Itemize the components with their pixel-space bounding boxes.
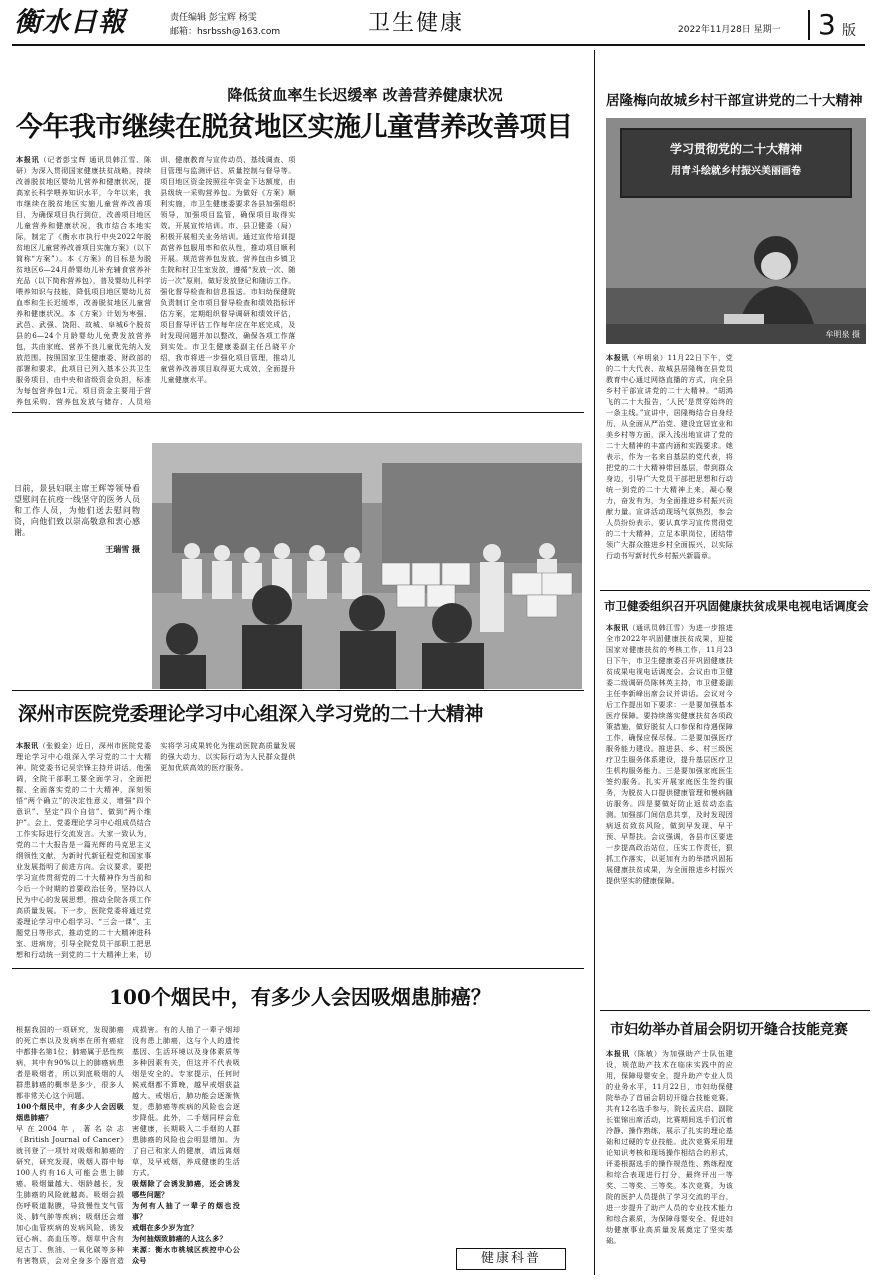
smoking-headline: 100个烟民中，有多少人会因吸烟患肺癌？	[109, 985, 491, 1009]
editor-email: 邮箱：hsrbssh@163.com	[170, 27, 281, 37]
lead-headline: 今年我市继续在脱贫地区实施儿童营养改善项目	[16, 112, 573, 143]
shenzhou-byline: 本报讯	[16, 741, 39, 750]
smoking-body	[16, 1024, 588, 1272]
right-bottom-rule	[600, 1010, 870, 1011]
shenzhou-headline: 深州市医院党委理论学习中心组深入学习党的二十大精神	[18, 703, 484, 725]
smoking-source: 来源：衡水市桃城区疾控中心公众号	[132, 1245, 240, 1265]
right-mid-rule	[600, 590, 870, 591]
page-number: 3	[818, 8, 836, 41]
smoking-text: 早在2004年，著名杂志《British Journal of Cancer》就刊登了一项针对吸烟和肺癌的研究，研究发现，吸烟人群中每100人约有16人可能会患上肺癌。吸烟量越大、烟龄越长，发生肺癌的风险就越高。吸烟会损伤呼吸道黏膜，导致慢性支气管炎、肺气肿等疾病；吸烟还会增加心血管疾病的发病风险，诱发冠心病、高血压等。烟草中含有尼古丁、焦油、一氧化碳等多种有害物质，会对全身多个器官造成损害。有的人抽了一辈子烟却没有患上肺癌，这与个人的遗传基因、生活环境以及身体素质等多种因素有关，但这并不代表吸烟是安全的。专家提示，任何时候戒烟都不算晚，越早戒烟获益越大。戒烟后，肺功能会逐渐恢复，患肺癌等疾病的风险也会逐步降低。此外，二手烟同样会危害健康，长期吸入二手烟的人群患肺癌的风险也会明显增加。为了自己和家人的健康，请远离烟草，及早戒烟，养成健康的生活方式。	[16, 1025, 240, 1265]
smoking-sub5: 为何抽烟致肺癌的人这么多？	[132, 1234, 227, 1243]
right-top-headline: 居隆梅向故城乡村干部宣讲党的二十大精神	[606, 93, 863, 109]
right-mid-headline: 市卫健委组织召开巩固健康扶贫成果电视电话调度会	[604, 599, 869, 613]
right-bottom-body	[606, 1048, 868, 1274]
right-mid-text: （通讯员韩江雪）为进一步推进全市2022年巩固健康扶贫成果，迎接国家对健康扶贫的考核工作，11月23日下午，市卫生健康委召开巩固健康扶贫成果电视电话调度会。会议由市卫健委二级调研员陈林英主持，市卫健委副主任李新峰出席会议并讲话。会议对今后工作提出如下要求：一是要加强基本医疗保障。要持续落实健康扶贫各项政策措施，做好脱贫人口参保和待遇保障工作，确保应保尽保。二是要加强医疗服务能力建设。推进县、乡、村三级医疗卫生服务体系建设，提升基层医疗卫生机构服务能力。三是要加强家庭医生签约服务。扎实开展家庭医生签约服务，为脱贫人口提供健康管理和慢病随访服务。四是要做好防止返贫动态监测。加强部门间信息共享，及时发现因病返贫致贫风险，做到早发现、早干预、早帮扶。会议强调，各县市区要进一步提高政治站位，压实工作责任，狠抓工作落实，以更加有力的举措巩固拓展健康扶贫成果，为全面推进乡村振兴提供坚实的健康保障。	[606, 623, 733, 885]
masthead-rule	[12, 44, 865, 46]
photo-illustration	[152, 443, 582, 689]
shenzhou-text: （张毅金）近日，深州市医院党委理论学习中心组深入学习党的二十大精神。院党委书记吴宗锋主持并讲话，他强调，全院干部职工要全面学习、全面把握、全面落实党的二十大精神，深刻领悟“两个确立”的决定性意义，增强“四个意识”、坚定“四个自信”、做到“两个维护”。会上，党委理论学习中心组成员结合工作实际进行交流发言。大家一致认为，党的二十大报告是一篇光辉的马克思主义纲领性文献，为新时代新征程党和国家事业发展指明了前进方向。会议要求，要把学习宣传贯彻党的二十大精神作为当前和今后一个时期的首要政治任务，坚持以人民为中心的发展思想，推动全院各项工作高质量发展。下一步，医院党委将通过党委理论学习中心组学习、“三会一课”、主题党日等形式，推动党的二十大精神进科室、进病房，引导全院党员干部职工把思想和行动统一到党的二十大精神上来，切实将学习成果转化为推动医院高质量发展的强大动力，以实际行动为人民群众提供更加优质高效的医疗服务。	[16, 741, 296, 959]
lead-kicker: 降低贫血率生长迟缓率 改善营养健康状况	[227, 86, 503, 104]
right-bottom-text: （陈敏）为加强助产士队伍建设，规范助产技术在临床实践中的应用，保障母婴安全，提升助产专业人员的业务水平，11月22日，市妇幼保健院举办了首届会阴切开缝合技能竞赛。共有12名选手参与，院长孟庆启、副院长崔锦出席活动，比赛期间选手们沉着冷静、操作熟练，展示了扎实的理论基础和过硬的专业技能。此次竞赛采用理论知识考核和现场操作相结合的形式，评委根据选手的操作规范性、熟练程度和综合表现进行打分，最终评出一等奖、二等奖、三等奖。本次竞赛，为该院的医护人员提供了学习交流的平台，进一步提升了助产人员的专业技术能力和综合素质，为保障母婴安全、促进妇幼健康事业高质量发展奠定了坚实基础。	[606, 1049, 733, 1245]
shenzhou-body	[16, 740, 584, 962]
photo-block	[12, 412, 584, 688]
smoking-sub3: 为何有人抽了一辈子的烟也没事？	[132, 1201, 240, 1221]
shenzhou-rule	[12, 690, 584, 691]
speaker-illustration	[606, 118, 866, 344]
slide-line1: 学习贯彻党的二十大精神	[669, 142, 802, 156]
page-number-box	[808, 10, 870, 40]
page-unit: 版	[842, 23, 856, 39]
smoking-sub4: 戒烟在多少岁为宜？	[132, 1223, 198, 1232]
section-title: 卫生健康	[368, 11, 465, 36]
right-bottom-byline: 本报讯	[606, 1049, 630, 1058]
right-top-byline: 本报讯	[606, 353, 630, 362]
slide-line2: 用青斗绘就乡村振兴美丽画卷	[671, 166, 801, 177]
right-top-body	[606, 352, 868, 588]
right-bottom-headline: 市妇幼举办首届会阴切开缝合技能竞赛	[610, 1022, 848, 1038]
lecture-photo	[606, 118, 866, 344]
column-tag: 健康科普	[456, 1248, 566, 1270]
right-top-credit: 牟明泉 摄	[825, 330, 860, 339]
photo-caption-text: 日前，景县妇联主席王辉等领导看望慰问在抗疫一线坚守的医务人员和工作人员，为他们送去慰问物资，向他们致以崇高敬意和衷心感谢。	[14, 484, 140, 537]
lead-byline: 本报讯	[16, 155, 40, 164]
lead-body	[16, 154, 584, 408]
lead-text: （记者彭宝辉 通讯员韩江雪、陈研）为深入贯彻国家健康扶贫战略，持续改善脱贫地区婴幼儿营养和健康状况，提高家长科学喂养知识水平，今年以来，我市继续在脱贫地区实施儿童营养改善项目，为确保项目执行到位，改善项目地区儿童营养和健康状况，我市结合本地实际，制定了《衡水市执行中央2022年脱贫地区儿童营养改善项目实施方案》（以下简称“方案”）。本《方案》的目标是为脱贫地区6—24月龄婴幼儿补充辅食营养补充品（以下简称营养包），普及婴幼儿科学喂养知识与技能，降低项目地区婴幼儿贫血率和生长迟缓率，改善脱贫地区儿童营养和健康状况。本《方案》计划为枣强、武邑、武强、饶阳、故城、阜城6个脱贫县的6—24个月龄婴幼儿免费发放营养包，共由家庭、营养不良儿童优先纳入发放范围。按照国家卫生健康委、财政部的部署和要求，此项目已列入基本公共卫生服务项目，由中央和省级资金负担，标准为每包营养包1元。项目资金主要用于营养包采购、营养包发放与储存、人员培训、健康教育与宣传动员、基线调查、项目管理与监测评估、质量控制与督导等。项目地区资金按照往年资金下达额度，由县级统一采购营养包。为做好《方案》顺利实施，市卫生健康委要求各县加强组织领导，加强项目监管，确保项目取得实效。开展宣传培训。市、县卫健委（局）积极开展相关业务培训。通过宣传培训提高营养包服用率和依从性，推动项目顺利开展。规范营养包发放。营养包由乡镇卫生院和村卫生室发放，遵循“发放一次、随访一次”原则，做好发放登记和随访工作。强化督导检查和信息报送。市妇幼保健院负责制订全市项目督导检查和绩效指标评估方案，定期组织督导调研和绩效评估，项目督导评估工作每年应在年底完成，及时发现问题并加以整改，确保各项工作落到实处。市卫生健康委副主任吕晓平介绍，我市将进一步强化项目管理，推动儿童营养改善项目取得更大成效，全面提升儿童健康水平。	[16, 155, 296, 406]
photo-credit: 王瑞雪 摄	[105, 544, 140, 554]
smoking-intro: 根据我国的一项研究，发现肺癌的死亡率以及发病率在所有癌症中都排名第1位；肺癌属于恶性疾病，其中有90%以上的肺癌病患者是吸烟者，所以到底吸烟的人群患肺癌的概率是多少，很多人都非常关心这个问题。	[16, 1025, 124, 1100]
editor-line: 责任编辑 彭宝辉 杨雯	[170, 13, 257, 23]
photo-caption	[14, 483, 140, 555]
smoking-sub2: 吸烟除了会诱发肺癌，还会诱发哪些问题？	[132, 1179, 240, 1199]
smoking-sub1: 100个烟民中，有多少人会因吸烟患肺癌？	[16, 1102, 124, 1122]
right-mid-byline: 本报讯	[606, 623, 629, 632]
volunteers-photo	[152, 443, 582, 689]
smoking-rule	[12, 968, 584, 969]
right-mid-body	[606, 622, 868, 1006]
right-top-text: （牟明泉）11月22日下午，党的二十大代表、故城县居隆梅在县党员教育中心通过网络直播的方式，向全县乡村干部宣讲党的二十大精神。“胡鸿飞的二十大报告，‘人民’是贯穿始终的一条主线。”宣讲中，居隆梅结合自身经历，从全面从严治党、建设宜居宜业和美乡村等方面，深入浅出地宣讲了党的二十大精神的丰富内涵和实践要求。她表示，作为一名来自基层的党代表，将把党的二十大精神带回基层，带到群众身边，引导广大党员干部把思想和行动统一到党的二十大精神上来，凝心聚力，奋发有为，为全面推进乡村振兴贡献力量。宣讲活动现场气氛热烈，参会人员纷纷表示，要认真学习宣传贯彻党的二十大精神，立足本职岗位，团结带领广大群众推进乡村全面振兴，以实际行动书写新时代乡村振兴新篇章。	[606, 353, 733, 560]
masthead-logo: 衡水日報	[14, 7, 126, 38]
issue-date: 2022年11月28日 星期一	[678, 25, 781, 35]
right-column-divider	[594, 50, 595, 1275]
